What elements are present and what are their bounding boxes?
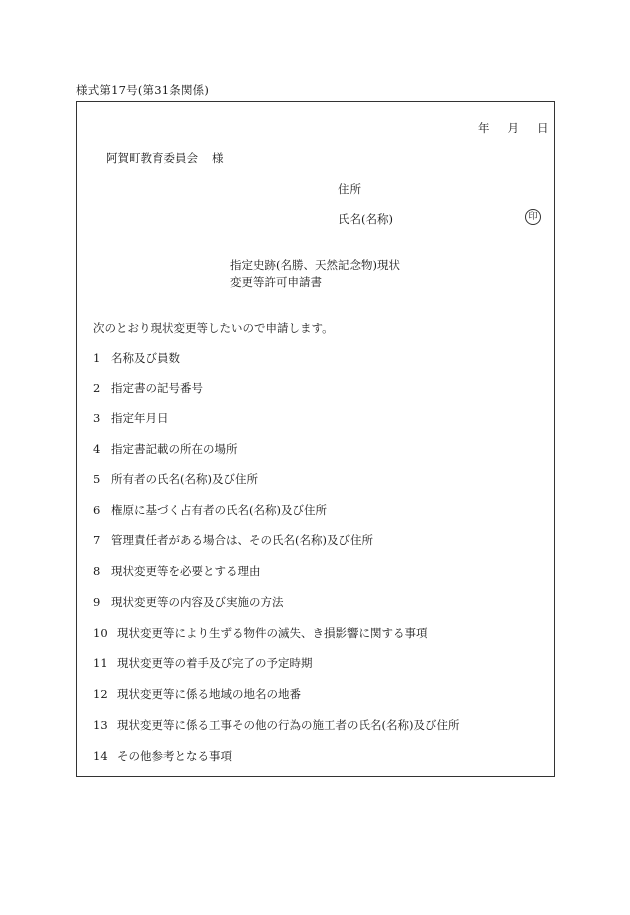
item-number: 13 <box>93 718 108 732</box>
item-number: 3 <box>93 411 101 425</box>
item-number: 2 <box>93 381 101 395</box>
item-text: 所有者の氏名(名称)及び住所 <box>111 472 258 486</box>
addressee <box>106 150 224 166</box>
list-item <box>93 532 373 548</box>
list-item <box>93 686 301 702</box>
item-text: 名称及び員数 <box>111 351 180 365</box>
list-item <box>93 471 258 487</box>
item-number: 8 <box>93 564 101 578</box>
date-day-label: 日 <box>537 121 549 135</box>
form-number-label: 様式第17号(第31条関係) <box>76 83 210 97</box>
item-text: 指定書の記号番号 <box>111 381 203 395</box>
item-number: 12 <box>93 687 108 701</box>
item-text: 現状変更等の着手及び完了の予定時期 <box>117 656 313 670</box>
form-frame <box>76 101 555 777</box>
date-month-label: 月 <box>507 121 519 135</box>
date-line <box>478 120 549 136</box>
applicant-address-label: 住所 <box>338 182 361 196</box>
list-item <box>93 748 232 764</box>
document-title-line-2: 変更等許可申請書 <box>230 275 322 289</box>
item-number: 7 <box>93 533 101 547</box>
item-text: 指定書記載の所在の場所 <box>111 442 238 456</box>
item-text: 現状変更等に係る地域の地名の地番 <box>117 687 301 701</box>
item-text: 管理責任者がある場合は、その氏名(名称)及び住所 <box>111 533 373 547</box>
item-text: 現状変更等に係る工事その他の行為の施工者の氏名(名称)及び住所 <box>117 718 460 732</box>
date-year-label: 年 <box>478 121 490 135</box>
list-item <box>93 502 327 518</box>
addressee-name: 阿賀町教育委員会 <box>106 151 198 165</box>
intro-statement: 次のとおり現状変更等したいので申請します。 <box>93 321 334 335</box>
applicant-name-label: 氏名(名称) <box>338 212 393 226</box>
list-item <box>93 625 428 641</box>
list-item <box>93 594 284 610</box>
list-item <box>93 441 238 457</box>
item-number: 1 <box>93 351 101 365</box>
item-number: 14 <box>93 749 108 763</box>
item-number: 11 <box>93 656 108 670</box>
item-text: 権原に基づく占有者の氏名(名称)及び住所 <box>111 503 327 517</box>
list-item <box>93 563 261 579</box>
item-number: 4 <box>93 442 101 456</box>
list-item <box>93 350 180 366</box>
seal-icon: 印 <box>525 209 541 225</box>
item-number: 9 <box>93 595 101 609</box>
list-item <box>93 655 313 671</box>
addressee-honorific: 様 <box>212 151 224 165</box>
item-text: 現状変更等を必要とする理由 <box>111 564 261 578</box>
list-item <box>93 717 459 733</box>
item-text: 現状変更等の内容及び実施の方法 <box>111 595 284 609</box>
item-text: その他参考となる事項 <box>117 749 232 763</box>
list-item <box>93 410 169 426</box>
item-number: 6 <box>93 503 101 517</box>
item-text: 現状変更等により生ずる物件の滅失、き損影響に関する事項 <box>117 626 428 640</box>
document-title-line-1: 指定史跡(名勝、天然記念物)現状 <box>230 258 400 272</box>
item-text: 指定年月日 <box>111 411 169 425</box>
item-number: 5 <box>93 472 101 486</box>
list-item <box>93 380 203 396</box>
item-number: 10 <box>93 626 108 640</box>
